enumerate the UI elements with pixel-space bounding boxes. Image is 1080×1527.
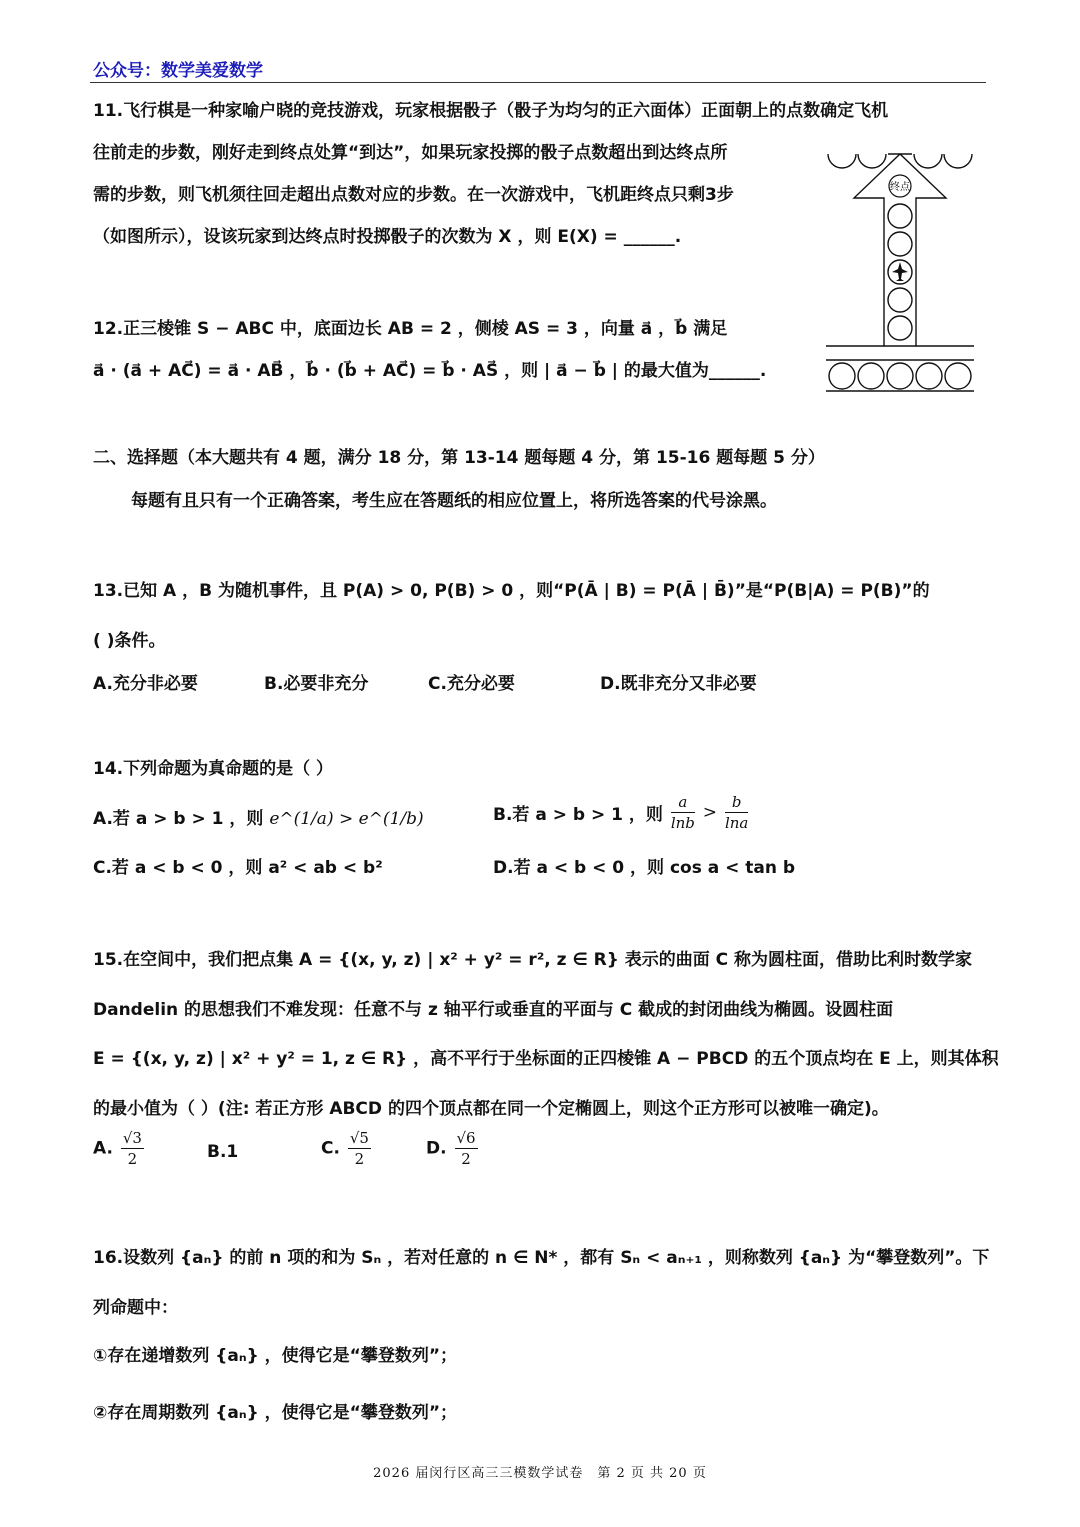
q11-line4: （如图所示），设该玩家到达终点时投掷骰子的次数为 X ，则 E(X) = ______. xyxy=(93,227,682,247)
q13-line1: 13.已知 A ，B 为随机事件，且 P(A) > 0, P(B) > 0 ，则“P(Ā | B) = P(Ā | B̄)”是“P(B|A) = P(B)”的 xyxy=(93,581,930,601)
q15-line2: Dandelin 的思想我们不难发现：任意不与 z 轴平行或垂直的平面与 C 截成的封闭曲线为椭圆。设圆柱面 xyxy=(93,1000,894,1020)
q14-option-b-prefix: B.若 a > b > 1 ，则 xyxy=(493,805,663,825)
q14-option-b-operator: > xyxy=(702,802,718,823)
goal-label: 终点 xyxy=(890,182,910,193)
q14-option-b-fraction-2: $\frac{b}{\ln a}$ xyxy=(724,793,749,832)
q12-line2: a⃗ · (a⃗ + AC⃗) = a⃗ · AB⃗ ，b⃗ · (b⃗ + AC⃗) = b⃗ · AS⃗ ，则 | a⃗ − b⃗ | 的最大值为______. xyxy=(93,361,767,381)
q15-option-a-fraction: $\frac{√3}{2}$ xyxy=(122,1129,142,1168)
q15-option-d: D. $\frac{√6}{2}$ xyxy=(426,1129,476,1168)
q14-option-a-prefix: A.若 a > b > 1 ，则 xyxy=(93,809,270,829)
flight-chess-board-diagram xyxy=(826,148,974,406)
q14-stem: 14.下列命题为真命题的是（ ） xyxy=(93,759,334,779)
q11-line1: 11.飞行棋是一种家喻户晓的竞技游戏，玩家根据骰子（骰子为均匀的正六面体）正面朝上的点数确定飞机 xyxy=(93,101,889,121)
q14-option-b-fraction-1: $\frac{a}{\ln b}$ xyxy=(670,793,695,832)
q16-line2: 列命题中： xyxy=(93,1298,178,1318)
header-rule xyxy=(90,82,986,83)
q16-line1: 16.设数列 {aₙ} 的前 n 项的和为 Sₙ ，若对任意的 n ∈ N* ，都有 Sₙ < aₙ₊₁ ，则称数列 {aₙ} 为“攀登数列”。下 xyxy=(93,1248,990,1268)
q14-option-a xyxy=(93,804,424,829)
q15-line1: 15.在空间中，我们把点集 A = {(x, y, z) | x² + y² = r², z ∈ R} 表示的曲面 C 称为圆柱面，借助比利时数学家 xyxy=(93,950,973,970)
q15-option-c-fraction: $\frac{√5}{2}$ xyxy=(349,1129,369,1168)
q16-item-1: ①存在递增数列 {aₙ} ，使得它是“攀登数列”； xyxy=(93,1346,457,1366)
section2-desc: 每题有且只有一个正确答案，考生应在答题纸的相应位置上，将所选答案的代号涂黑。 xyxy=(131,491,777,511)
q14-option-c: C.若 a < b < 0 ，则 a² < ab < b² xyxy=(93,858,383,878)
q15-line4: 的最小值为（ ）(注: 若正方形 ABCD 的四个顶点都在同一个定椭圆上，则这个正方形可以被唯一确定)。 xyxy=(93,1099,889,1119)
q13-option-d: D.既非充分又非必要 xyxy=(600,674,757,694)
q14-option-d: D.若 a < b < 0 ，则 cos a < tan b xyxy=(493,858,796,878)
q15-option-d-fraction: $\frac{√6}{2}$ xyxy=(456,1129,476,1168)
q11-line2: 往前走的步数，刚好走到终点处算“到达”，如果玩家投掷的骰子点数超出到达终点所 xyxy=(93,143,728,163)
q15-option-a: A. $\frac{√3}{2}$ xyxy=(93,1129,142,1168)
q14-option-b xyxy=(493,792,750,833)
q13-option-b: B.必要非充分 xyxy=(264,674,369,694)
section2-title: 二、选择题（本大题共有 4 题，满分 18 分，第 13-14 题每题 4 分，第 15-16 题每题 5 分） xyxy=(93,448,825,468)
q15-option-c: C. $\frac{√5}{2}$ xyxy=(321,1129,369,1168)
q11-line3: 需的步数，则飞机须往回走超出点数对应的步数。在一次游戏中，飞机距终点只剩3步 xyxy=(93,185,734,205)
q15-line3: E = {(x, y, z) | x² + y² = 1, z ∈ R} ，高不平行于坐标面的正四棱锥 A − PBCD 的五个顶点均在 E 上，则其体积 xyxy=(93,1049,999,1069)
q13-option-a: A.充分非必要 xyxy=(93,674,198,694)
q14-option-a-expr: e^(1/a) > e^(1/b) xyxy=(269,809,424,829)
q13-line2: ( )条件。 xyxy=(93,631,166,651)
q16-item-2: ②存在周期数列 {aₙ} ，使得它是“攀登数列”； xyxy=(93,1403,457,1423)
q12-line1: 12.正三棱锥 S − ABC 中，底面边长 AB = 2 ，侧棱 AS = 3 ，向量 a⃗ ，b⃗ 满足 xyxy=(93,319,728,339)
q15-option-b: B.1 xyxy=(207,1142,239,1162)
airplane-icon xyxy=(892,262,908,281)
page-footer: 2026 届闵行区高三三模数学试卷 第 2 页 共 20 页 xyxy=(373,1466,707,1481)
q13-option-c: C.充分必要 xyxy=(428,674,515,694)
header-title: 公众号：数学美爱数学 xyxy=(93,61,263,81)
